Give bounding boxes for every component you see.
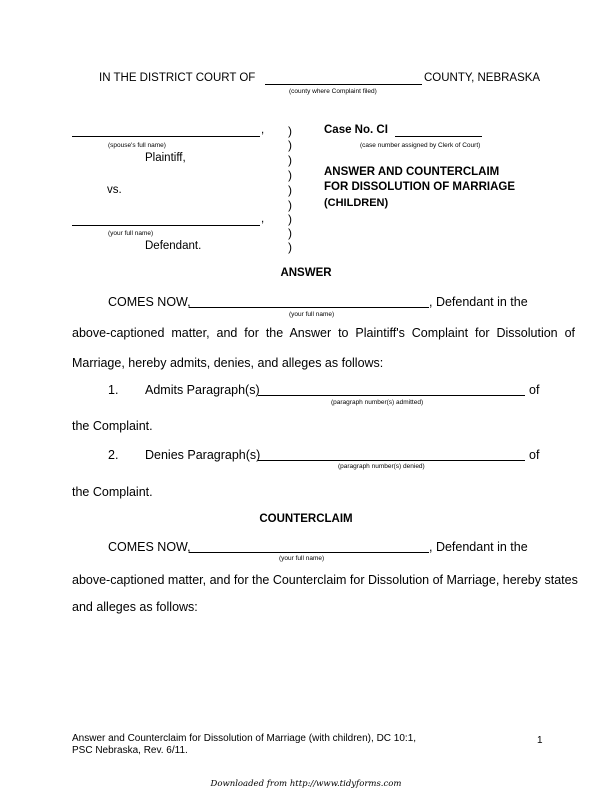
county-caption: (county where Complaint filed) [289,88,377,95]
admitted-caption: (paragraph number(s) admitted) [331,399,424,406]
your-name-field[interactable] [72,225,260,226]
plaintiff-label: Plaintiff, [145,152,186,164]
court-suffix: COUNTY, NEBRASKA [424,72,541,84]
download-watermark[interactable]: Downloaded from http://www.tidyforms.com [210,779,402,789]
item2-of: of [529,448,540,462]
your-name-label: (your full name) [108,230,154,237]
answer-heading: ANSWER [280,267,332,279]
case-number-field[interactable] [395,136,482,137]
caption-paren: ) [288,212,292,226]
answer-comes-now: COMES NOW, [108,295,191,309]
caption-paren: ) [288,124,292,138]
denied-caption: (paragraph number(s) denied) [338,463,425,470]
caption-paren: ) [288,168,292,182]
item2-continuation: the Complaint. [72,485,153,499]
form-id-line2: PSC Nebraska, Rev. 6/11. [72,745,188,756]
caption-paren: ) [288,240,292,254]
counterclaim-defendant-name-field[interactable] [189,552,429,553]
answer-line2: above-captioned matter, and for the Answer to Plaintiff's Complaint for Dissolution of [72,326,575,340]
counterclaim-comes-now: COMES NOW, [108,540,191,554]
defendant-label: Defendant. [145,240,202,252]
caption-paren: ) [288,138,292,152]
spouse-name-field[interactable] [72,136,260,137]
item1-of: of [529,383,540,397]
item1-label: Admits Paragraph(s) [145,383,260,397]
item2-label: Denies Paragraph(s) [145,448,261,462]
item1-continuation: the Complaint. [72,419,153,433]
answer-name-caption: (your full name) [289,311,335,318]
admitted-paragraphs-field[interactable] [258,395,525,396]
form-id-line1: Answer and Counterclaim for Dissolution of Marriage (with children), DC 10:1, [72,733,417,744]
answer-defendant-name-field[interactable] [189,307,429,308]
counterclaim-defendant-in: , Defendant in the [429,540,528,554]
spouse-comma: , [261,124,265,136]
document-title-line2: FOR DISSOLUTION OF MARRIAGE [324,181,516,193]
counterclaim-line3: and alleges as follows: [72,600,198,614]
answer-defendant-in: , Defendant in the [429,295,528,309]
vs-label: vs. [107,184,122,196]
county-field[interactable] [265,84,422,85]
counterclaim-line2: above-captioned matter, and for the Counterclaim for Dissolution of Marriage, hereby states [72,573,578,587]
case-number-caption: (case number assigned by Clerk of Court) [360,142,481,149]
your-comma: , [261,213,265,225]
answer-line3: Marriage, hereby admits, denies, and alleges as follows: [72,356,384,370]
denied-paragraphs-field[interactable] [258,460,525,461]
case-number-label: Case No. CI [324,124,388,136]
counterclaim-heading: COUNTERCLAIM [259,513,353,525]
counterclaim-name-caption: (your full name) [279,555,325,562]
caption-paren: ) [288,226,292,240]
spouse-name-label: (spouse's full name) [108,142,166,149]
court-prefix: IN THE DISTRICT COURT OF [99,72,256,84]
caption-paren: ) [288,198,292,212]
item1-number: 1. [108,383,119,397]
caption-paren: ) [288,153,292,167]
page-number: 1 [537,735,543,746]
caption-paren: ) [288,183,292,197]
document-title-line1: ANSWER AND COUNTERCLAIM [324,166,500,178]
document-title-line3: (CHILDREN) [324,197,389,209]
item2-number: 2. [108,448,119,462]
